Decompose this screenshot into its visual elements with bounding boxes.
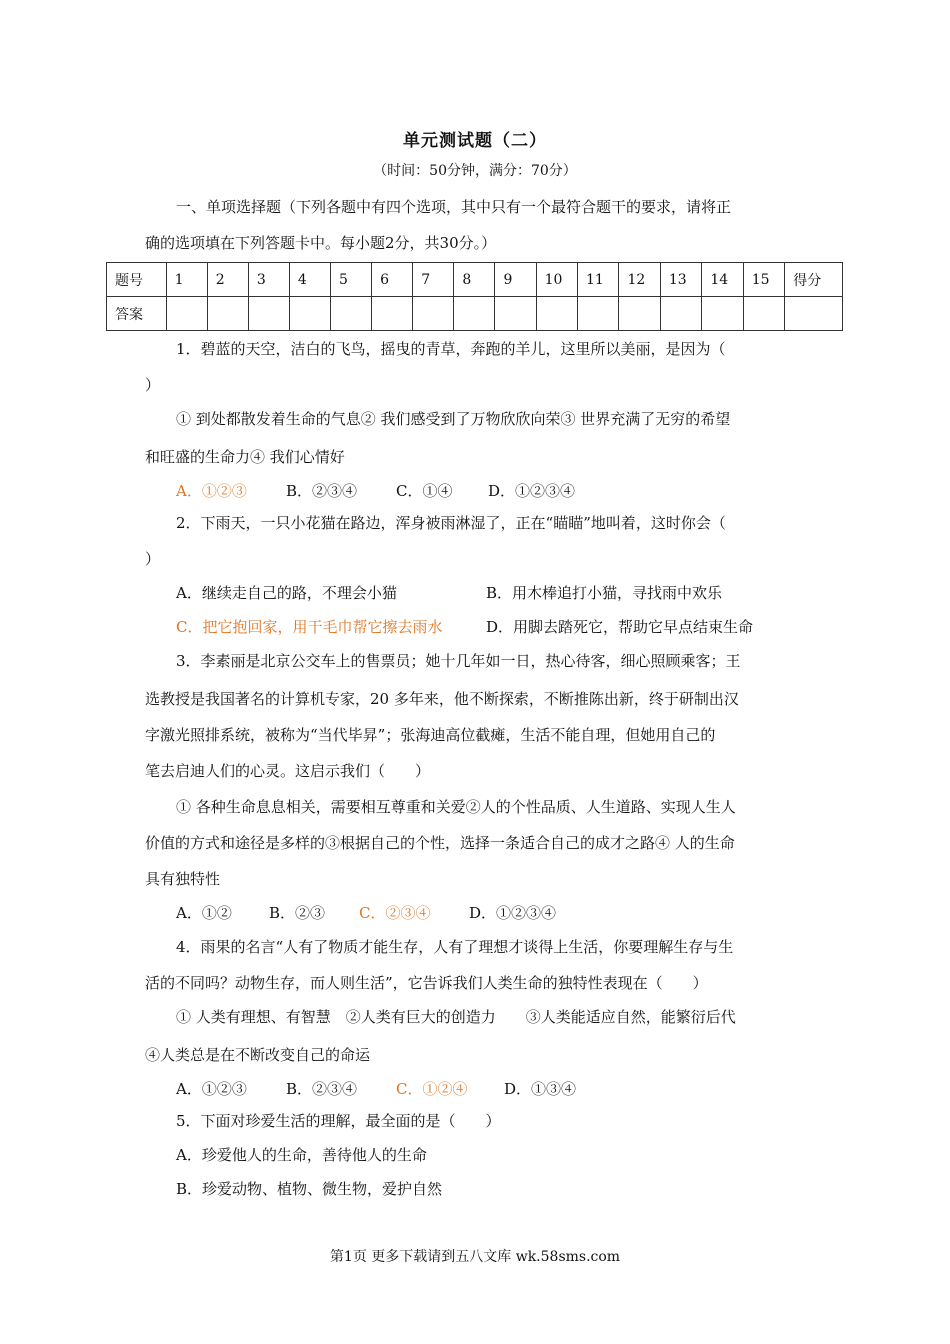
answer-cell[interactable] bbox=[454, 297, 495, 331]
q3-option-a: A．①② bbox=[176, 904, 232, 922]
q1-items-line1: ① 到处都散发着生命的气息② 我们感受到了万物欣欣向荣③ 世界充满了无穷的希望 bbox=[176, 410, 731, 428]
answer-cell[interactable] bbox=[495, 297, 536, 331]
q5-stem: 5．下面对珍爱生活的理解，最全面的是（ ） bbox=[176, 1112, 501, 1130]
q3-option-c: C．②③④ bbox=[359, 904, 431, 922]
q2-option-c: C．把它抱回家，用干毛巾帮它擦去雨水 bbox=[176, 618, 443, 636]
q2-option-a: A．继续走自己的路，不理会小猫 bbox=[176, 584, 397, 602]
answer-cell[interactable] bbox=[619, 297, 660, 331]
q3-option-b: B．②③ bbox=[269, 904, 326, 922]
q1-option-a: A．①②③ bbox=[176, 482, 247, 500]
question-number-cell: 4 bbox=[289, 263, 330, 297]
q2-options-row1 bbox=[176, 582, 810, 603]
question-number-cell: 6 bbox=[372, 263, 413, 297]
q5-option-a: A．珍爱他人的生命，善待他人的生命 bbox=[176, 1146, 427, 1164]
answer-cell[interactable] bbox=[413, 297, 454, 331]
q4-stem-line2: 活的不同吗？动物生存，而人则生活”，它告诉我们人类生命的独特性表现在（ ） bbox=[145, 974, 708, 992]
row-label-number: 题号 bbox=[107, 263, 167, 297]
question-number-cell: 10 bbox=[536, 263, 577, 297]
answer-cell[interactable] bbox=[248, 297, 289, 331]
q1-option-c: C．①④ bbox=[396, 482, 453, 500]
answer-cell[interactable] bbox=[372, 297, 413, 331]
q2-options-row2 bbox=[176, 616, 810, 637]
q2-stem-line1: 2．下雨天，一只小花猫在路边，浑身被雨淋湿了，正在“瞄瞄”地叫着，这时你会（ bbox=[176, 514, 726, 532]
answer-cell[interactable] bbox=[743, 297, 784, 331]
q4-items-line2: ④人类总是在不断改变自己的命运 bbox=[145, 1046, 371, 1064]
question-number-cell: 7 bbox=[413, 263, 454, 297]
page-footer: 第1页 更多下载请到五八文库 wk.58sms.com bbox=[329, 1249, 621, 1265]
page-title: 单元测试题（二） bbox=[403, 131, 547, 151]
question-number-cell: 3 bbox=[248, 263, 289, 297]
answer-cell[interactable] bbox=[166, 297, 207, 331]
answer-cell[interactable] bbox=[702, 297, 743, 331]
question-number-cell: 11 bbox=[578, 263, 619, 297]
answer-cell[interactable] bbox=[660, 297, 701, 331]
question-number-cell: 8 bbox=[454, 263, 495, 297]
answer-cell[interactable] bbox=[578, 297, 619, 331]
table-row bbox=[107, 263, 843, 297]
question-number-cell: 9 bbox=[495, 263, 536, 297]
question-number-cell: 5 bbox=[331, 263, 372, 297]
q1-stem-line2: ） bbox=[145, 376, 161, 394]
q2-stem-line2: ） bbox=[145, 550, 161, 568]
question-number-cell: 14 bbox=[702, 263, 743, 297]
section-instructions-line2: 确的选项填在下列答题卡中。每小题2分，共30分。） bbox=[145, 234, 497, 252]
q4-option-b: B．②③④ bbox=[286, 1080, 358, 1098]
question-number-cell: 13 bbox=[660, 263, 701, 297]
question-number-cell: 2 bbox=[207, 263, 248, 297]
q4-option-c: C．①②④ bbox=[396, 1080, 468, 1098]
answer-sheet-table bbox=[106, 262, 843, 331]
q3-option-d: D．①②③④ bbox=[469, 904, 557, 922]
row-label-answer: 答案 bbox=[107, 297, 167, 331]
answer-cell[interactable] bbox=[331, 297, 372, 331]
question-number-cell: 12 bbox=[619, 263, 660, 297]
q3-items-line1: ① 各种生命息息相关，需要相互尊重和关爱②人的个性品质、人生道路、实现人生人 bbox=[176, 798, 736, 816]
q4-option-a: A．①②③ bbox=[176, 1080, 247, 1098]
q3-stem-line4: 笔去启迪人们的心灵。这启示我们（ ） bbox=[145, 762, 431, 780]
q3-stem-line1: 3．李素丽是北京公交车上的售票员；她十几年如一日，热心待客，细心照顾乘客；王 bbox=[176, 652, 741, 670]
answer-cell[interactable] bbox=[289, 297, 330, 331]
score-cell[interactable] bbox=[785, 297, 843, 331]
q4-stem-line1: 4．雨果的名言“人有了物质才能生存，人有了理想才谈得上生活，你要理解生存与生 bbox=[176, 938, 734, 956]
q4-items-line1: ① 人类有理想、有智慧 ②人类有巨大的创造力 ③人类能适应自然，能繁衍后代 bbox=[176, 1008, 736, 1026]
question-number-cell: 1 bbox=[166, 263, 207, 297]
q3-items-line3: 具有独特性 bbox=[145, 870, 221, 888]
answer-cell[interactable] bbox=[536, 297, 577, 331]
q1-option-b: B．②③④ bbox=[286, 482, 358, 500]
q3-items-line2: 价值的方式和途径是多样的③根据自己的个性，选择一条适合自己的成才之路④ 人的生命 bbox=[145, 834, 735, 852]
table-row bbox=[107, 297, 843, 331]
q3-options bbox=[176, 902, 810, 923]
q1-items-line2: 和旺盛的生命力④ 我们心情好 bbox=[145, 448, 345, 466]
q3-stem-line2: 选教授是我国著名的计算机专家，20 多年来，他不断探索，不断推陈出新，终于研制出汉 bbox=[145, 690, 739, 708]
q5-option-b: B．珍爱动物、植物、微生物，爱护自然 bbox=[176, 1180, 443, 1198]
q4-option-d: D．①③④ bbox=[504, 1080, 577, 1098]
page-subtitle: （时间：50分钟，满分：70分） bbox=[373, 163, 577, 179]
question-number-cell: 15 bbox=[743, 263, 784, 297]
q1-option-d: D．①②③④ bbox=[488, 482, 576, 500]
q1-stem-line1: 1．碧蓝的天空，洁白的飞鸟，摇曳的青草，奔跑的羊儿，这里所以美丽，是因为（ bbox=[176, 340, 726, 358]
answer-cell[interactable] bbox=[207, 297, 248, 331]
q4-options bbox=[176, 1078, 810, 1099]
q2-option-d: D．用脚去踏死它，帮助它早点结束生命 bbox=[486, 618, 754, 636]
section-instructions-line1: 一、单项选择题（下列各题中有四个选项，其中只有一个最符合题干的要求，请将正 bbox=[176, 198, 732, 216]
q3-stem-line3: 字激光照排系统，被称为“当代毕昇”；张海迪高位截瘫，生活不能自理，但她用自己的 bbox=[145, 726, 716, 744]
q1-options bbox=[176, 480, 810, 501]
score-label-cell: 得分 bbox=[785, 263, 843, 297]
q2-option-b: B．用木棒追打小猫，寻找雨中欢乐 bbox=[486, 584, 723, 602]
